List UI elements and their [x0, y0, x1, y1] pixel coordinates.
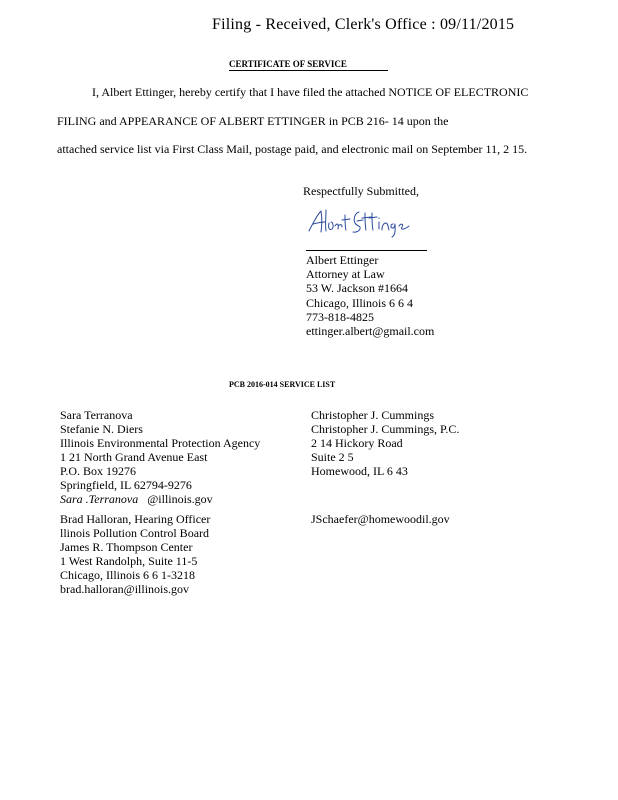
recipient-line: Homewood, IL 6 43	[311, 464, 408, 478]
certificate-line-3: attached service list via First Class Mail, postage paid, and electronic mail on September 11, 2 15.	[57, 142, 528, 156]
recipient-cummings	[311, 408, 459, 478]
certificate-line-2: FILING and APPEARANCE OF ALBERT ETTINGER in PCB 216- 14 upon the	[57, 114, 449, 128]
signer-address-line-2: Chicago, Illinois 6 6 4	[306, 295, 413, 310]
recipient-email-domain: @illinois.gov	[147, 492, 213, 506]
recipient-line: Suite 2 5	[311, 450, 354, 464]
recipient-line: Sara Terranova	[60, 408, 133, 422]
recipient-email-name: Sara .Terranova	[60, 492, 139, 506]
recipient-line: 1 21 North Grand Avenue East	[60, 450, 208, 464]
signer-name: Albert Ettinger	[306, 253, 379, 267]
recipient-line: Stefanie N. Diers	[60, 422, 143, 436]
recipient-line: 1 West Randolph, Suite 11-5	[60, 554, 198, 568]
filing-header: Filing - Received, Clerk's Office : 09/11/2015	[212, 16, 515, 33]
recipient-line: Christopher J. Cummings, P.C.	[311, 422, 460, 436]
recipient-email: JSchaefer@homewoodil.gov	[311, 512, 450, 526]
certificate-line-1: I, Albert Ettinger, hereby certify that I have filed the attached NOTICE OF ELECTRONIC	[92, 85, 529, 99]
service-list-title: PCB 2016-014 SERVICE LIST	[229, 380, 336, 389]
signer-address-line-1: 53 W. Jackson #1664	[306, 281, 408, 296]
recipient-line: P.O. Box 19276	[60, 464, 137, 478]
recipient-line: 2 14 Hickory Road	[311, 436, 403, 450]
recipient-line: James R. Thompson Center	[60, 540, 193, 554]
recipient-homewood	[311, 512, 450, 526]
signer-title: Attorney at Law	[306, 267, 385, 282]
recipient-line: Brad Halloran, Hearing Officer	[60, 512, 211, 526]
signature-line	[306, 250, 427, 251]
recipient-line: Illinois Environmental Protection Agency	[60, 436, 261, 450]
signature-block	[306, 253, 434, 338]
recipient-line: Christopher J. Cummings	[311, 408, 435, 422]
recipient-iepa	[60, 408, 260, 506]
recipient-line: Chicago, Illinois 6 6 1-3218	[60, 568, 195, 582]
recipient-hearing-officer	[60, 512, 210, 596]
recipient-email	[60, 492, 260, 506]
recipient-line: brad.halloran@illinois.gov	[60, 582, 190, 596]
signer-phone: 773-818-4825	[306, 309, 374, 324]
handwritten-signature	[305, 205, 417, 239]
certificate-title: CERTIFICATE OF SERVICE	[229, 59, 347, 69]
closing: Respectfully Submitted,	[303, 184, 419, 198]
signer-email: ettinger.albert@gmail.com	[306, 324, 435, 339]
recipient-line: Springfield, IL 62794-9276	[60, 478, 192, 492]
certificate-title-underline	[229, 70, 388, 71]
recipient-line: llinois Pollution Control Board	[60, 526, 210, 540]
